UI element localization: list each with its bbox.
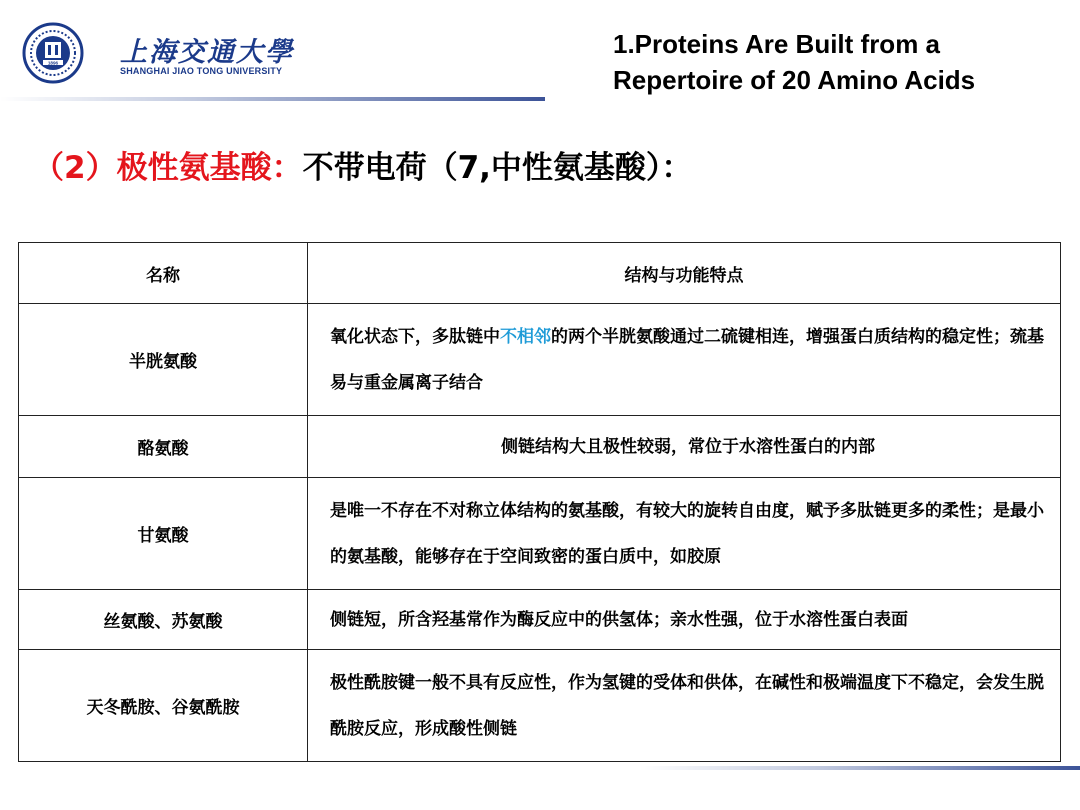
column-header-name: 名称 (19, 243, 308, 304)
description-text: 氧化状态下，多肽链中 (330, 326, 500, 347)
amino-acid-table (18, 242, 1061, 762)
table-row (19, 304, 1061, 416)
amino-acid-name: 半胱氨酸 (19, 304, 308, 416)
description-text: 的两个半胱氨酸通过二硫键相连，增强蛋白质结构的稳定性；巯基易与重金属离子结合 (330, 326, 1044, 393)
university-seal-icon (22, 22, 84, 84)
heading-category: （2）极性氨基酸： (33, 150, 303, 186)
amino-acid-description: 侧链短，所含羟基常作为酶反应中的供氢体；亲水性强，位于水溶性蛋白表面 (308, 590, 1061, 650)
table-header-row (19, 243, 1061, 304)
amino-acid-description: 极性酰胺键一般不具有反应性，作为氢键的受体和供体，在碱性和极端温度下不稳定，会发生脱酰胺反应，形成酸性侧链 (308, 650, 1061, 762)
university-logo (22, 22, 294, 86)
logo-chinese-name: 上海交通大學 (120, 37, 294, 68)
table-row (19, 416, 1061, 478)
seal-year: 1896 (47, 60, 59, 66)
heading-subcategory: 不带电荷（7,中性氨基酸）： (302, 150, 693, 186)
highlighted-term: 不相邻 (500, 326, 551, 347)
logo-english-name: SHANGHAI JIAO TONG UNIVERSITY (120, 66, 283, 76)
slide-title (613, 26, 1063, 98)
amino-acid-description: 是唯一不存在不对称立体结构的氨基酸，有较大的旋转自由度，赋予多肽链更多的柔性；是最小的氨基酸，能够存在于空间致密的蛋白质中，如胶原 (308, 478, 1061, 590)
amino-acid-name: 酪氨酸 (19, 416, 308, 478)
slide-title-line2: Repertoire of 20 Amino Acids (613, 65, 976, 95)
table-row (19, 590, 1061, 650)
amino-acid-name: 天冬酰胺、谷氨酰胺 (19, 650, 308, 762)
amino-acid-name: 丝氨酸、苏氨酸 (19, 590, 308, 650)
table-row (19, 650, 1061, 762)
amino-acid-description: 侧链结构大且极性较弱，常位于水溶性蛋白的内部 (308, 416, 1061, 478)
amino-acid-description (308, 304, 1061, 416)
section-heading (33, 142, 692, 187)
footer-divider (640, 766, 1080, 770)
header-divider (0, 97, 545, 101)
table-row (19, 478, 1061, 590)
column-header-description: 结构与功能特点 (308, 243, 1061, 304)
amino-acid-name: 甘氨酸 (19, 478, 308, 590)
slide-title-line1: 1.Proteins Are Built from a (613, 29, 940, 59)
